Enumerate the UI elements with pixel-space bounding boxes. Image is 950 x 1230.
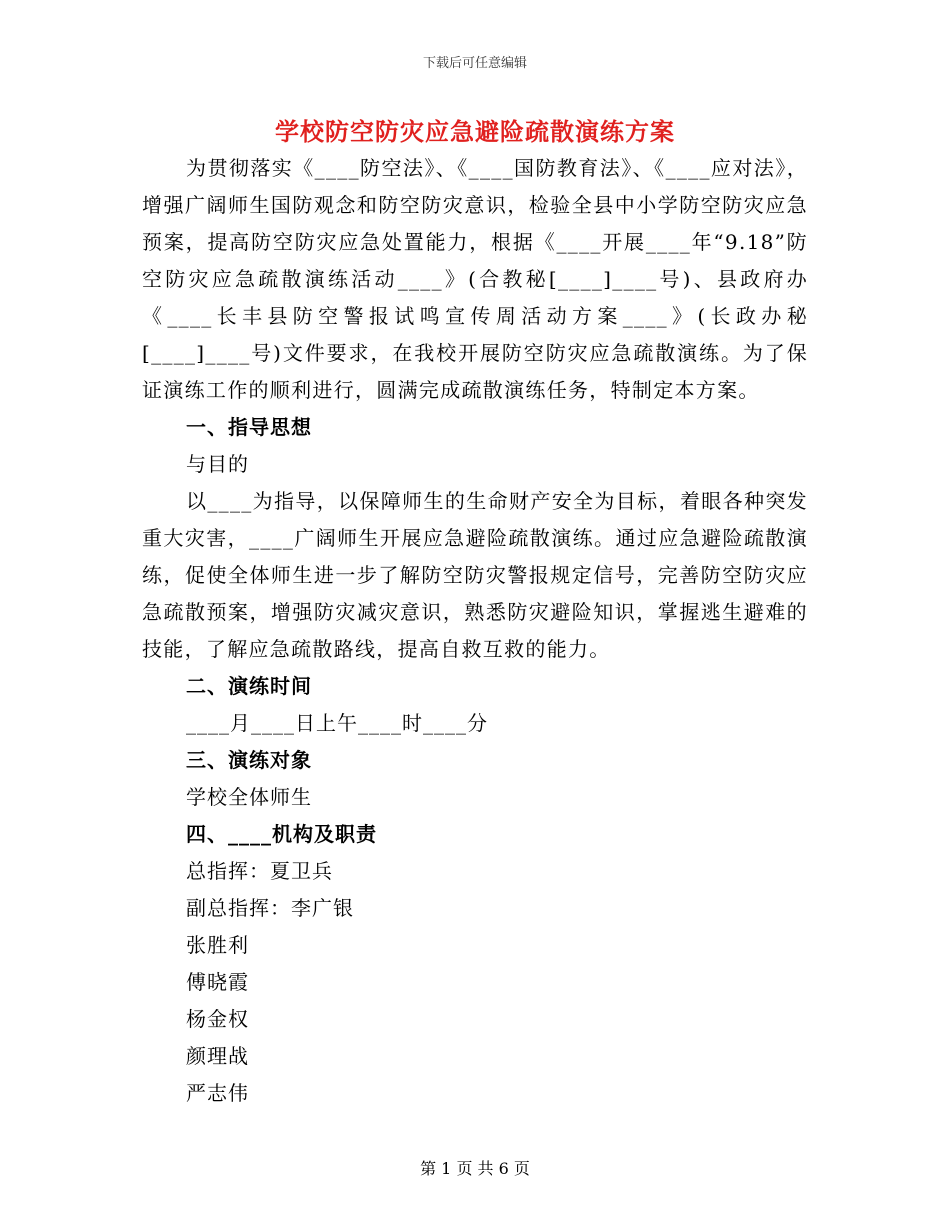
guiding-thought-paragraph: 以____为指导，以保障师生的生命财产安全为目标，着眼各种突发重大灾害，____广阔师生开展应急避险疏散演练。通过应急避险疏散演练，促使全体师生进一步了解防空防灾警报规定信号，完善防空防灾应急疏散预案，增强防灾减灾意识，熟悉防灾避险知识，掌握逃生避难的技能，了解应急疏散路线，提高自救互救的能力。: [142, 489, 808, 661]
header-note: 下载后可任意编辑: [422, 56, 527, 71]
intro-paragraph: 为贯彻落实《____防空法》、《____国防教育法》、《____应对法》，增强广阔师生国防观念和防空防灾意识，检验全县中小学防空防灾应急预案，提高防空防灾应急处置能力，根据《____开展____年“9.18”防空防灾应急疏散演练活动____》(合教秘[____]____号)、县政府办《____长丰县防空警报试鸣宣传周活动方案____》(长政办秘[____]____号)文件要求，在我校开展防空防灾应急疏散演练。为了保证演练工作的顺利进行，圆满完成疏散演练任务，特制定本方案。: [142, 156, 808, 402]
staff-line: 张胜利: [186, 933, 249, 957]
document-body: [142, 150, 808, 1112]
section-heading-guiding-thought: 一、指导思想: [186, 415, 312, 439]
staff-line: 杨金权: [186, 1007, 249, 1031]
page-footer: 第 1 页 共 6 页: [420, 1159, 530, 1178]
staff-line: 颜理战: [186, 1044, 249, 1068]
section-subline: 与目的: [186, 452, 249, 476]
section-heading-drill-target: 三、演练对象: [186, 748, 312, 772]
staff-line: 总指挥：夏卫兵: [186, 859, 333, 883]
staff-line: 副总指挥：李广银: [186, 896, 354, 920]
staff-line: 傅晓霞: [186, 970, 249, 994]
section-heading-organization: 四、____机构及职责: [186, 822, 377, 846]
drill-time-line: ____月____日上午____时____分: [186, 711, 488, 735]
staff-line: 严志伟: [186, 1081, 249, 1105]
document-title: 学校防空防灾应急避险疏散演练方案: [275, 117, 675, 146]
drill-target-line: 学校全体师生: [186, 785, 312, 809]
section-heading-drill-time: 二、演练时间: [186, 674, 312, 698]
